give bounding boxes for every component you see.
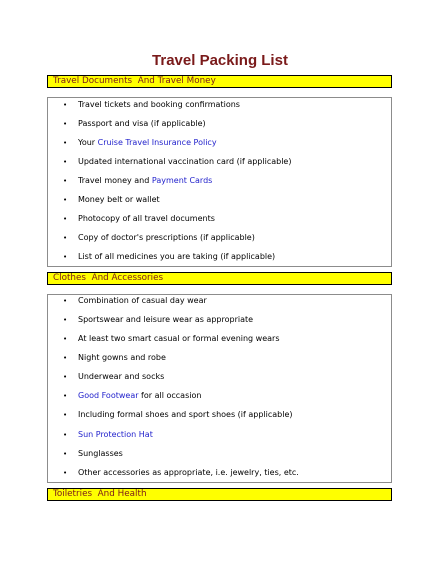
- item-text: Travel tickets and booking confirmations: [78, 100, 240, 109]
- good-footwear-link[interactable]: Good Footwear: [78, 391, 139, 400]
- bullet-icon: •: [63, 120, 68, 128]
- sun-protection-hat-link[interactable]: Sun Protection Hat: [78, 430, 153, 439]
- payment-cards-link[interactable]: Payment Cards: [151, 176, 213, 185]
- bullet-icon: •: [63, 139, 68, 147]
- bullet-icon: •: [63, 177, 68, 185]
- item-text: Good Footwear for all occasion: [78, 391, 202, 400]
- bullet-icon: •: [63, 469, 68, 477]
- section-header-toiletries: Toiletries And Health: [47, 488, 392, 501]
- item-text: At least two smart casual or formal evening wears: [78, 334, 280, 343]
- bullet-icon: •: [63, 158, 68, 166]
- item-text: Updated international vaccination card (if applicable): [78, 157, 292, 166]
- bullet-icon: •: [63, 392, 68, 400]
- bullet-icon: •: [63, 316, 68, 324]
- bullet-icon: •: [63, 431, 68, 439]
- item-text: Combination of casual day wear: [78, 296, 207, 305]
- list-clothes: [47, 294, 392, 483]
- bullet-icon: •: [63, 215, 68, 223]
- item-text: Other accessories as appropriate, i.e. jewelry, ties, etc.: [78, 468, 299, 477]
- bullet-icon: •: [63, 411, 68, 419]
- item-text: List of all medicines you are taking (if applicable): [78, 252, 276, 261]
- item-text: Travel money and Payment Cards: [78, 176, 213, 185]
- bullet-icon: •: [63, 354, 68, 362]
- bullet-icon: •: [63, 450, 68, 458]
- bullet-icon: •: [63, 101, 68, 109]
- bullet-icon: •: [63, 234, 68, 242]
- item-text: Underwear and socks: [78, 372, 165, 381]
- item-text: Your Cruise Travel Insurance Policy: [78, 138, 217, 147]
- section-header-clothes: Clothes And Accessories: [47, 272, 392, 285]
- item-text: Copy of doctor's prescriptions (if applicable): [78, 233, 255, 242]
- bullet-icon: •: [63, 196, 68, 204]
- item-text: Sportswear and leisure wear as appropriate: [78, 315, 254, 324]
- section-header-travel-documents: Travel Documents And Travel Money: [47, 75, 392, 88]
- bullet-icon: •: [63, 297, 68, 305]
- item-text: Night gowns and robe: [78, 353, 166, 362]
- item-text: Money belt or wallet: [78, 195, 160, 204]
- item-text: Passport and visa (if applicable): [78, 119, 206, 128]
- bullet-icon: •: [63, 373, 68, 381]
- list-travel-documents: [47, 97, 392, 267]
- page-title: Travel Packing List: [152, 52, 288, 69]
- bullet-icon: •: [63, 253, 68, 261]
- item-text: [78, 429, 153, 441]
- item-text: Including formal shoes and sport shoes (if applicable): [78, 410, 293, 419]
- item-text: Sunglasses: [78, 449, 123, 458]
- insurance-policy-link[interactable]: Cruise Travel Insurance Policy: [97, 138, 217, 147]
- bullet-icon: •: [63, 335, 68, 343]
- item-text: Photocopy of all travel documents: [78, 214, 215, 223]
